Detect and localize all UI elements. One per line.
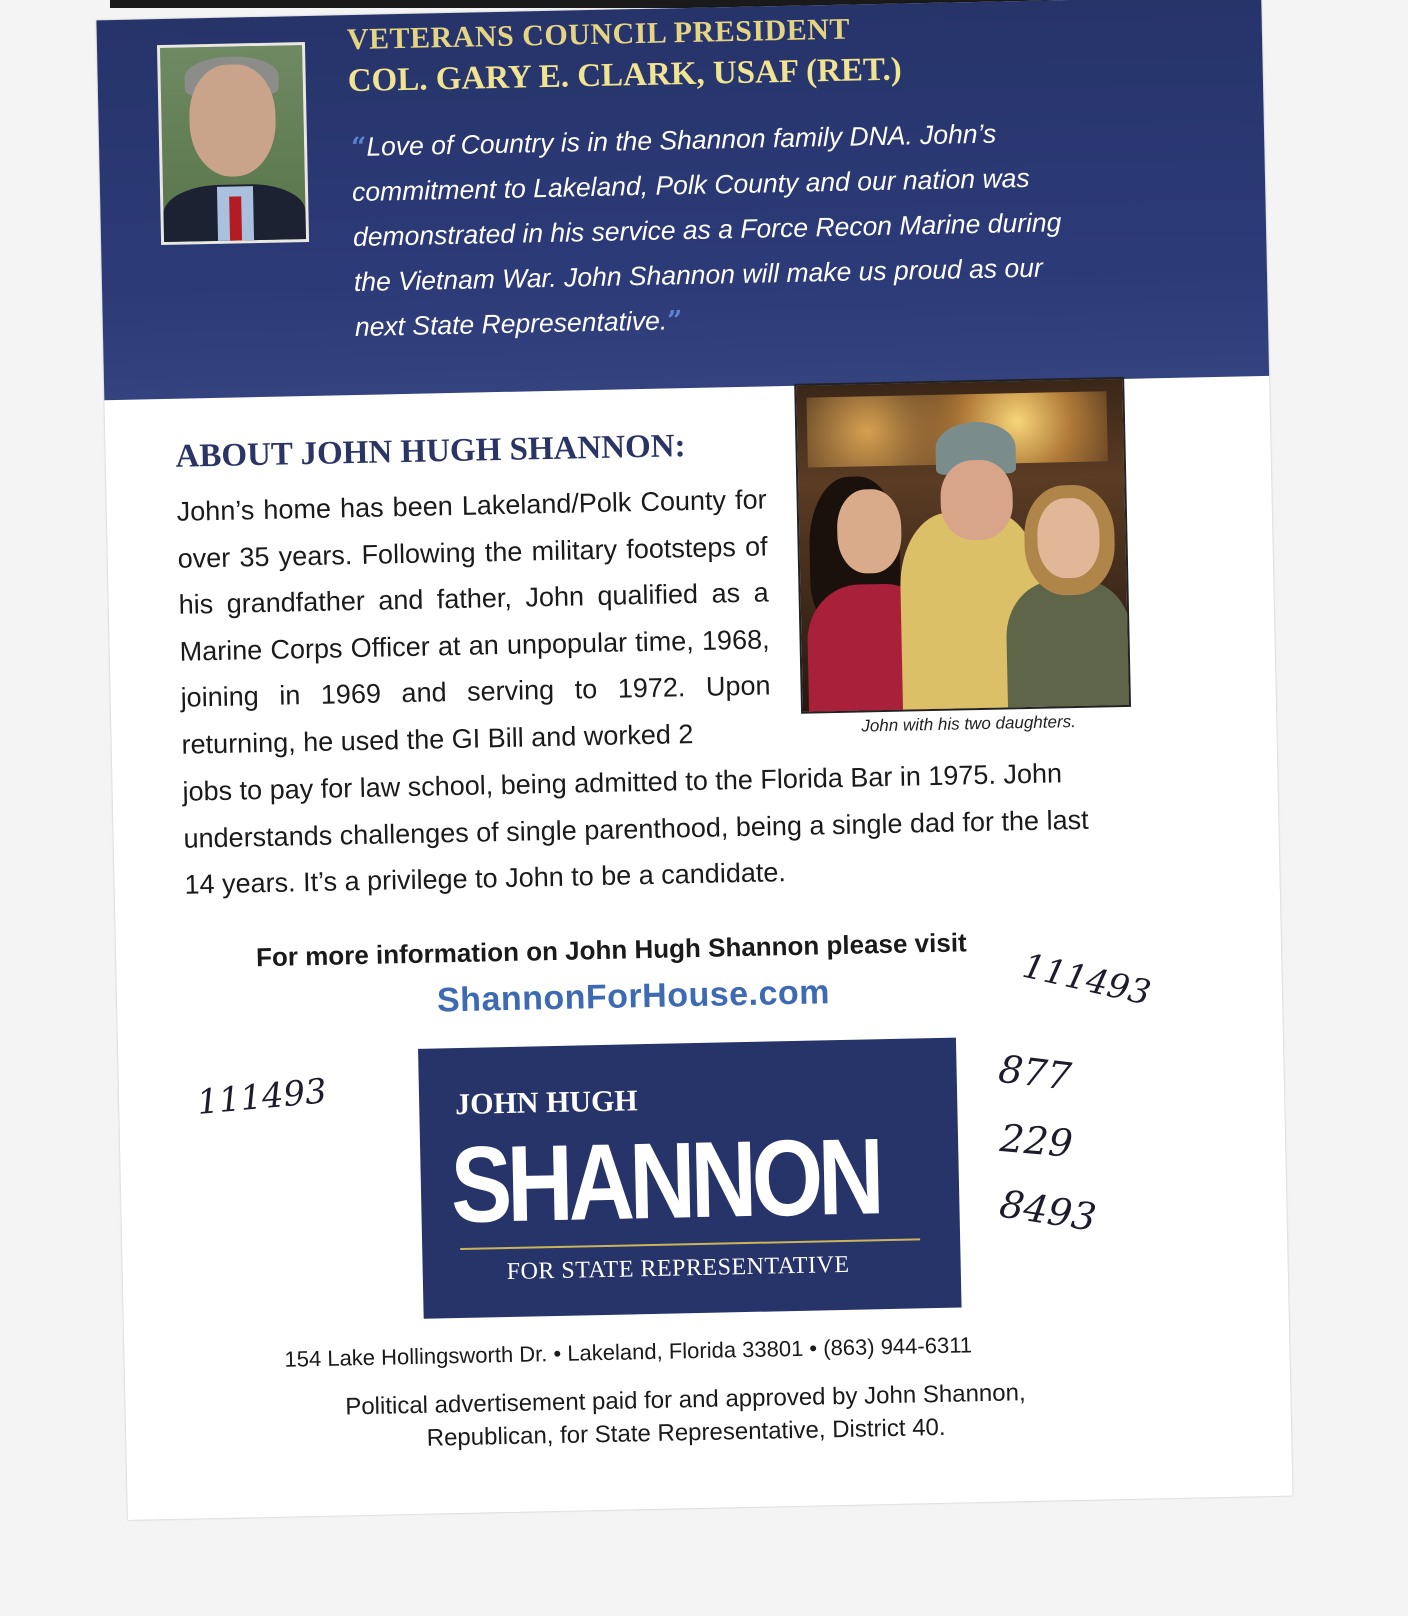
bio-paragraph-top: John’s home has been Lakeland/Polk County for over 35 years. Following the military footsteps of his grandfather and father, John qualified as a Marine Corps Officer at an unpopular time, 1968, joining in 1969 and serving to 1972. Upon returning, he used the GI Bill and worked 2: [176, 484, 771, 760]
bio-paragraph-bottom: jobs to pay for law school, being admitted to the Florida Bar in 1975. John understands challenges of single parenthood, being a single dad for the last 14 years. It’s a privilege to John to be a candidate.: [182, 758, 1089, 900]
handwritten-phone-line-1: 877: [996, 1046, 1074, 1100]
testimonial-quote: [351, 110, 1076, 350]
close-quote-mark: ”: [666, 305, 683, 337]
council-president-name: COL. GARY E. CLARK, USAF (RET.): [347, 51, 903, 100]
handwritten-number-right: 111493: [1018, 945, 1155, 1014]
testimonial-quote-text: Love of Country is in the Shannon family DNA. John’s commitment to Lakeland, Polk County and our nation was demonstrated in his service as a Force Recon Marine during the Vietnam War. John Shannon will make us proud as our next State Representative.: [351, 118, 1062, 343]
mailer-card: [96, 0, 1292, 1520]
political-disclaimer: Political advertisement paid for and approved by John Shannon, Republican, for State Representative, District 40.: [345, 1379, 1026, 1452]
handwritten-number-left: 111493: [195, 1071, 329, 1123]
council-title: VETERANS COUNCIL PRESIDENT: [346, 12, 851, 57]
campaign-address: 154 Lake Hollingsworth Dr. • Lakeland, Florida 33801 • (863) 944-6311: [284, 1332, 973, 1372]
family-photo: [794, 377, 1131, 714]
open-quote-mark: “: [350, 131, 367, 164]
website-link[interactable]: ShannonForHouse.com: [436, 973, 831, 1020]
logo-first-name: JOHN HUGH: [454, 1084, 639, 1122]
veteran-portrait-photo: [157, 42, 309, 245]
logo-last-name: SHANNON: [449, 1115, 881, 1246]
campaign-logo: [418, 1038, 962, 1319]
photo-caption: John with his two daughters.: [861, 712, 1077, 736]
logo-subtitle: FOR STATE REPRESENTATIVE: [506, 1251, 850, 1286]
about-heading: ABOUT JOHN HUGH SHANNON:: [175, 428, 686, 475]
handwritten-phone-line-2: 229: [998, 1115, 1075, 1166]
more-info-text: For more information on John Hugh Shannon please visit: [255, 927, 967, 973]
testimonial-banner: [96, 0, 1269, 400]
handwritten-phone-line-3: 8493: [996, 1181, 1100, 1240]
